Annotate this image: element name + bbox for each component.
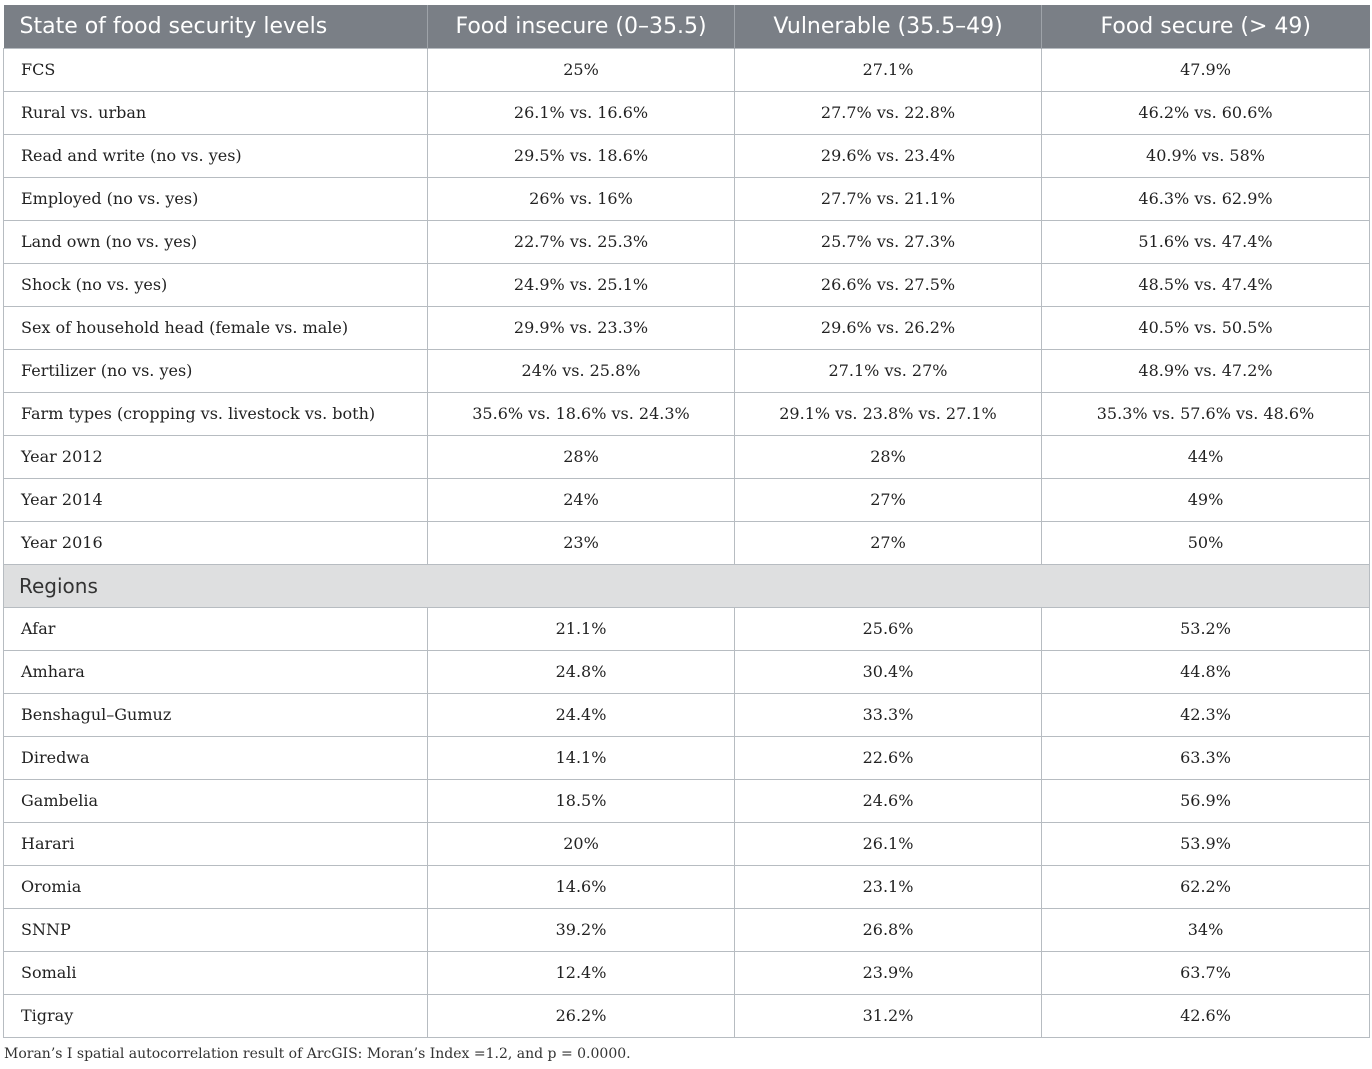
cell-food-insecure: 24.4% [428,693,735,736]
table-row [4,607,1370,650]
cell-food-secure: 50% [1042,521,1370,564]
cell-food-insecure: 39.2% [428,908,735,951]
row-label: Harari [4,822,428,865]
cell-food-insecure: 35.6% vs. 18.6% vs. 24.3% [428,392,735,435]
cell-vulnerable: 31.2% [735,994,1042,1037]
cell-food-insecure: 29.5% vs. 18.6% [428,134,735,177]
cell-vulnerable: 25.7% vs. 27.3% [735,220,1042,263]
cell-food-insecure: 29.9% vs. 23.3% [428,306,735,349]
row-label: Land own (no vs. yes) [4,220,428,263]
header-row [4,5,1370,48]
cell-food-secure: 63.3% [1042,736,1370,779]
row-label: Benshagul–Gumuz [4,693,428,736]
cell-vulnerable: 29.1% vs. 23.8% vs. 27.1% [735,392,1042,435]
row-label: Sex of household head (female vs. male) [4,306,428,349]
cell-food-secure: 63.7% [1042,951,1370,994]
row-label: Employed (no vs. yes) [4,177,428,220]
cell-food-secure: 51.6% vs. 47.4% [1042,220,1370,263]
cell-food-insecure: 21.1% [428,607,735,650]
row-label: Gambelia [4,779,428,822]
cell-vulnerable: 26.6% vs. 27.5% [735,263,1042,306]
header-vulnerable: Vulnerable (35.5–49) [735,5,1042,48]
table-row [4,263,1370,306]
cell-vulnerable: 24.6% [735,779,1042,822]
table-row [4,306,1370,349]
table-row [4,779,1370,822]
footnote: Moran’s I spatial autocorrelation result of ArcGIS: Moran’s Index =1.2, and p = 0.0000. [4,1046,631,1062]
cell-vulnerable: 27.1% [735,48,1042,91]
cell-vulnerable: 27.1% vs. 27% [735,349,1042,392]
cell-vulnerable: 23.9% [735,951,1042,994]
cell-food-insecure: 24% [428,478,735,521]
table-row [4,865,1370,908]
cell-food-insecure: 18.5% [428,779,735,822]
row-label: SNNP [4,908,428,951]
cell-food-secure: 46.2% vs. 60.6% [1042,91,1370,134]
table-row [4,177,1370,220]
table-row [4,478,1370,521]
cell-food-secure: 40.5% vs. 50.5% [1042,306,1370,349]
row-label: Fertilizer (no vs. yes) [4,349,428,392]
food-security-table [3,5,1370,1038]
table-row [4,435,1370,478]
row-label: Diredwa [4,736,428,779]
cell-vulnerable: 29.6% vs. 23.4% [735,134,1042,177]
cell-food-insecure: 22.7% vs. 25.3% [428,220,735,263]
cell-vulnerable: 27% [735,478,1042,521]
cell-food-secure: 44% [1042,435,1370,478]
cell-food-insecure: 24.9% vs. 25.1% [428,263,735,306]
cell-food-insecure: 26.1% vs. 16.6% [428,91,735,134]
cell-food-secure: 53.2% [1042,607,1370,650]
cell-food-insecure: 28% [428,435,735,478]
cell-vulnerable: 29.6% vs. 26.2% [735,306,1042,349]
section-row-regions [4,564,1370,607]
cell-food-secure: 48.5% vs. 47.4% [1042,263,1370,306]
cell-food-secure: 47.9% [1042,48,1370,91]
cell-food-secure: 53.9% [1042,822,1370,865]
row-label: Year 2012 [4,435,428,478]
cell-vulnerable: 30.4% [735,650,1042,693]
row-label: Year 2014 [4,478,428,521]
table-row [4,822,1370,865]
header-food-insecure: Food insecure (0–35.5) [428,5,735,48]
row-label: Year 2016 [4,521,428,564]
table-row [4,951,1370,994]
cell-vulnerable: 26.1% [735,822,1042,865]
table-row [4,134,1370,177]
row-label: Read and write (no vs. yes) [4,134,428,177]
header-food-secure: Food secure (> 49) [1042,5,1370,48]
row-label: Amhara [4,650,428,693]
row-label: Rural vs. urban [4,91,428,134]
table-row [4,220,1370,263]
cell-vulnerable: 28% [735,435,1042,478]
table-row [4,392,1370,435]
section-title-regions: Regions [4,564,1370,607]
cell-vulnerable: 25.6% [735,607,1042,650]
cell-vulnerable: 33.3% [735,693,1042,736]
row-label: Tigray [4,994,428,1037]
cell-food-insecure: 14.6% [428,865,735,908]
cell-food-insecure: 23% [428,521,735,564]
cell-vulnerable: 23.1% [735,865,1042,908]
cell-food-secure: 40.9% vs. 58% [1042,134,1370,177]
cell-food-secure: 62.2% [1042,865,1370,908]
table-header [4,5,1370,48]
cell-food-insecure: 24.8% [428,650,735,693]
row-label: Farm types (cropping vs. livestock vs. both) [4,392,428,435]
table-row [4,349,1370,392]
header-state: State of food security levels [4,5,428,48]
cell-food-insecure: 26.2% [428,994,735,1037]
cell-food-insecure: 14.1% [428,736,735,779]
row-label: Oromia [4,865,428,908]
table-row [4,521,1370,564]
row-label: Afar [4,607,428,650]
cell-food-secure: 56.9% [1042,779,1370,822]
cell-food-insecure: 25% [428,48,735,91]
cell-food-secure: 35.3% vs. 57.6% vs. 48.6% [1042,392,1370,435]
cell-food-insecure: 26% vs. 16% [428,177,735,220]
cell-vulnerable: 27% [735,521,1042,564]
table-row [4,736,1370,779]
cell-food-insecure: 20% [428,822,735,865]
cell-food-insecure: 12.4% [428,951,735,994]
table-row [4,994,1370,1037]
cell-vulnerable: 27.7% vs. 21.1% [735,177,1042,220]
cell-food-secure: 49% [1042,478,1370,521]
row-label: Somali [4,951,428,994]
cell-vulnerable: 22.6% [735,736,1042,779]
table-row [4,650,1370,693]
table-row [4,48,1370,91]
cell-food-secure: 48.9% vs. 47.2% [1042,349,1370,392]
row-label: FCS [4,48,428,91]
cell-food-secure: 46.3% vs. 62.9% [1042,177,1370,220]
cell-food-insecure: 24% vs. 25.8% [428,349,735,392]
cell-food-secure: 42.3% [1042,693,1370,736]
table-body [4,48,1370,1037]
table-row [4,693,1370,736]
cell-vulnerable: 27.7% vs. 22.8% [735,91,1042,134]
table-row [4,91,1370,134]
cell-food-secure: 44.8% [1042,650,1370,693]
cell-vulnerable: 26.8% [735,908,1042,951]
cell-food-secure: 42.6% [1042,994,1370,1037]
row-label: Shock (no vs. yes) [4,263,428,306]
table-row [4,908,1370,951]
cell-food-secure: 34% [1042,908,1370,951]
